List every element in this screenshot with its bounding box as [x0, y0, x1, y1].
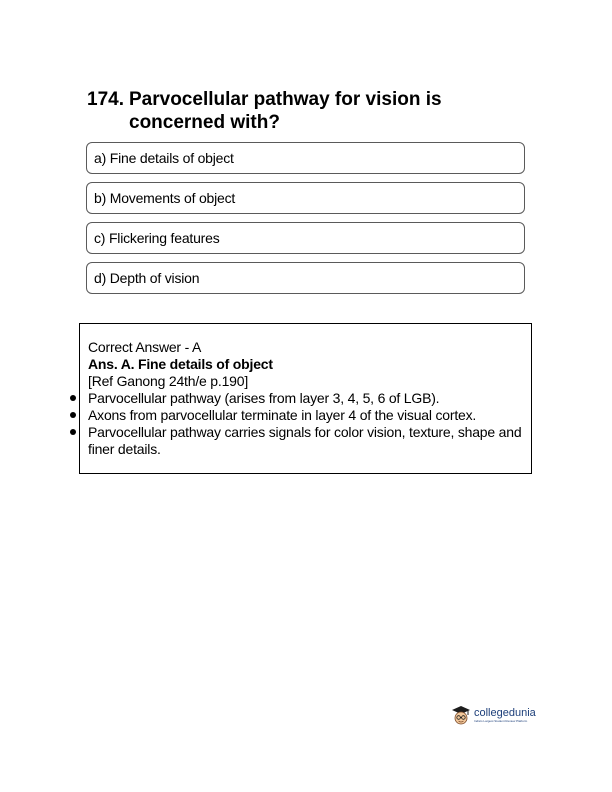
bullet-text: Parvocellular pathway (arises from layer 3, 4, 5, 6 of LGB). [88, 390, 440, 406]
bullet-text: Parvocellular pathway carries signals for color vision, texture, shape and finer details. [88, 424, 522, 457]
option-a[interactable] [86, 142, 525, 174]
option-c-label: c) Flickering features [94, 230, 220, 246]
option-b-label: b) Movements of object [94, 190, 236, 206]
logo-name: collegedunia [474, 707, 536, 719]
option-c[interactable] [86, 222, 525, 254]
answer-explanation-box [79, 323, 532, 474]
answer-content [88, 339, 524, 458]
option-d[interactable] [86, 262, 525, 294]
answer-reference: [Ref Ganong 24th/e p.190] [88, 373, 249, 389]
answer-heading: Ans. A. Fine details of object [88, 356, 273, 372]
logo-tagline: India's Largest Student Review Platform [474, 719, 528, 723]
question-title [87, 88, 487, 134]
logo-text [474, 707, 536, 723]
question-text: Parvocellular pathway for vision is concerned with? [129, 89, 442, 133]
bullet-dot-icon [70, 412, 76, 418]
explanation-bullets [88, 390, 524, 458]
bullet-dot-icon [70, 395, 76, 401]
option-a-label: a) Fine details of object [94, 150, 234, 166]
bullet-text: Axons from parvocellular terminate in layer 4 of the visual cortex. [88, 407, 477, 423]
correct-answer-line: Correct Answer - A [88, 339, 202, 355]
option-d-label: d) Depth of vision [94, 270, 200, 286]
question-number: 174. [87, 89, 124, 110]
graduate-mascot-icon [450, 704, 472, 726]
options-list [86, 142, 525, 302]
collegedunia-logo [450, 704, 536, 726]
option-b[interactable] [86, 182, 525, 214]
bullet-dot-icon [70, 429, 76, 435]
bullet-item [88, 390, 524, 407]
bullet-item [88, 407, 524, 424]
bullet-item [88, 424, 524, 458]
